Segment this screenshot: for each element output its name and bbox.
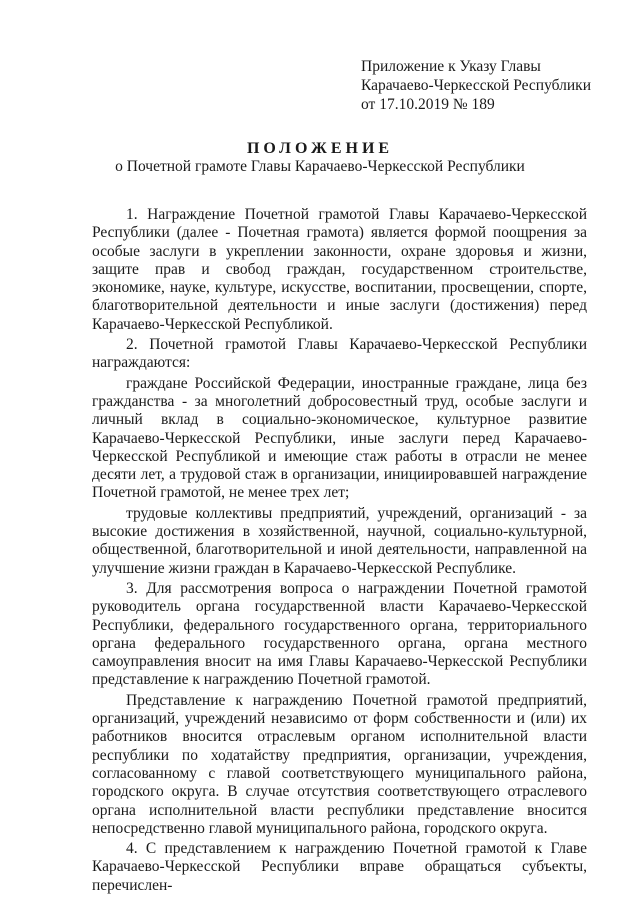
appendix-note	[361, 57, 591, 114]
paragraph: 1. Награждение Почетной грамотой Главы Карачаево-Черкесской Республики (далее - Почетная грамота) является формой поощрения за особые заслуги в укреплении законности, охране здоровья и жизни, защите прав и свобод граждан, государственном строительстве, экономике, науке, культуре, искусстве, воспитании, просвещении, спорте, благотворительной деятельности и иные заслуги (достижения) перед Карачаево-Черкесской Республикой.	[92, 206, 587, 333]
paragraph: Представление к награждению Почетной грамотой предприятий, организаций, учреждений независимо от форм собственности и (или) их работников вносится отраслевым органом исполнительной власти республики по ходатайству предприятия, организации, учреждения, согласованному с главой соответствующего муниципального района, городского округа. В случае отсутствия соответствующего отраслевого органа исполнительной власти республики представление вносится непосредственно главой муниципального района, городского округа.	[92, 691, 587, 837]
document-title: ПОЛОЖЕНИЕ	[246, 140, 394, 157]
appendix-line: Приложение к Указу Главы	[361, 58, 541, 75]
appendix-line: Карачаево-Черкесской Республики	[361, 77, 591, 94]
paragraph: граждане Российской Федерации, иностранные граждане, лица без гражданства - за многолетний добросовестный труд, особые заслуги и личный вклад в социально-экономическое, культурное развитие Карачаево-Черкесской Республики, иные заслуги перед Карачаево-Черкесской Республикой и имеющие стаж работы в отрасли не менее десяти лет, а трудовой стаж в организации, инициировавшей награждение Почетной грамотой, не менее трех лет;	[92, 374, 587, 502]
paragraph: 4. С представлением к награждению Почетной грамотой к Главе Карачаево-Черкесской Республики вправе обращаться субъекты, перечислен-	[92, 840, 587, 894]
paragraph: 2. Почетной грамотой Главы Карачаево-Черкесской Республики награждаются:	[92, 336, 587, 372]
document-subtitle: о Почетной грамоте Главы Карачаево-Черкесской Республики	[115, 158, 525, 175]
paragraph: 3. Для рассмотрения вопроса о награждении Почетной грамотой руководитель органа государственной власти Карачаево-Черкесской Республики, федерального государственного органа, территориального органа федерального государственного органа, органа местного самоуправления вносит на имя Главы Карачаево-Черкесской Республики представление к награждению Почетной грамотой.	[92, 579, 587, 689]
appendix-line: от 17.10.2019 № 189	[361, 96, 495, 113]
paragraph: трудовые коллективы предприятий, учреждений, организаций - за высокие достижения в хозяйственной, научной, социально-культурной, общественной, благотворительной и иной деятельности, направленной на улучшение жизни граждан в Карачаево-Черкесской Республике.	[92, 504, 587, 577]
document-body	[92, 206, 587, 897]
